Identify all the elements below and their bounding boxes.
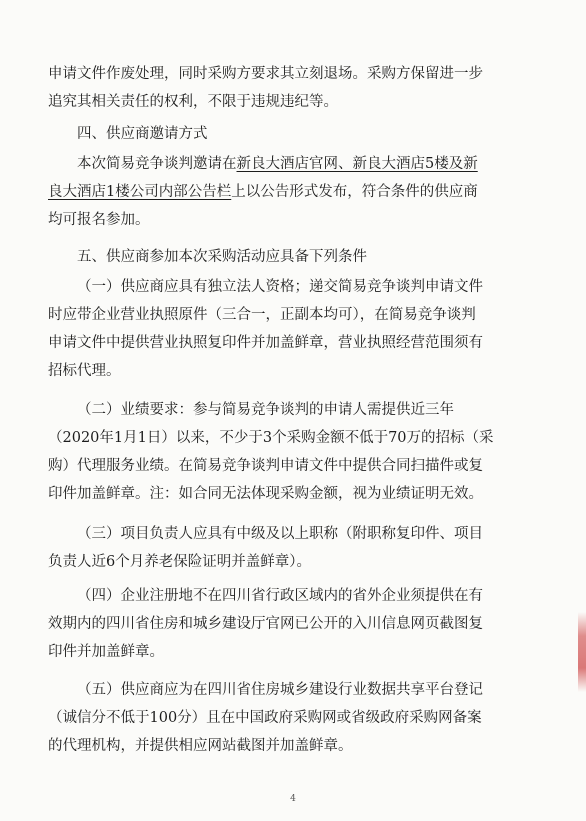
paragraph-condition-2 [48,396,548,508]
underlined-location: 良大酒店1楼公司内部公告栏 [48,184,232,200]
paragraph-continuation [48,60,548,116]
page-number: 4 [290,794,296,804]
text-segment: 本次简易竞争谈判邀请在 [77,156,237,172]
text-line: 申请文件中提供营业执照复印件并加盖鲜章，营业执照经营范围须有 [48,335,483,351]
text-line: （二）业绩要求：参与简易竞争谈判的申请人需提供近三年 [77,402,454,418]
section-heading-5 [48,243,548,271]
text-line: 申请文件作废处理，同时采购方要求其立刻退场。采购方保留进一步 [48,66,483,82]
text-line: 时应带企业营业执照原件（三合一，正副本均可），在简易竞争谈判 [48,307,476,323]
text-line: 购）代理服务业绩。在简易竞争谈判申请文件中提供合同扫描件或复 [48,458,483,474]
text-segment: 上以公告形式发布，符合条件的供应商 [231,184,478,200]
text-line: 均可报名参加。 [48,212,150,228]
text-line: （五）供应商应为在四川省住房城乡建设行业数据共享平台登记 [77,682,483,698]
text-line [48,178,548,206]
text-line: （三）项目负责人应具有中级及以上职称（附职称复印件、项目 [77,526,483,542]
text-line: 印件并加盖鲜章。 [48,644,164,660]
paragraph-condition-4 [48,582,548,666]
text-line: （四）企业注册地不在四川省行政区域内的省外企业须提供在有 [77,588,483,604]
text-line: （2020年1月1日）以来，不少于3个采购金额不低于70万的招标（采 [48,430,494,446]
text-line: 追究其相关责任的权利，不限于违规违纪等。 [48,94,338,110]
text-line: （诚信分不低于100分）且在中国政府采购网或省级政府采购网备案 [48,710,482,726]
text-line: 印件加盖鲜章。注：如合同无法体现采购金额，视为业绩证明无效。 [48,486,483,502]
heading-text: 五、供应商参加本次采购活动应具备下列条件 [77,249,367,265]
text-line: （一）供应商应具有独立法人资格；递交简易竞争谈判申请文件 [77,279,483,295]
text-line [48,150,548,178]
section-heading-4 [48,120,548,148]
paragraph-condition-5 [48,676,548,760]
red-seal-fragment [578,612,586,692]
underlined-location: 新良大酒店官网、新良大酒店5楼及新 [236,156,478,172]
paragraph-condition-1 [48,273,548,385]
paragraph-condition-3 [48,520,548,576]
text-line: 效期内的四川省住房和城乡建设厅官网已公开的入川信息网页截图复 [48,616,483,632]
paragraph-invitation [48,150,548,234]
text-line: 的代理机构，并提供相应网站截图并加盖鲜章。 [48,738,353,754]
heading-text: 四、供应商邀请方式 [77,126,208,142]
text-line: 招标代理。 [48,363,121,379]
text-line: 负责人近6个月养老保险证明并盖鲜章）。 [48,554,311,570]
